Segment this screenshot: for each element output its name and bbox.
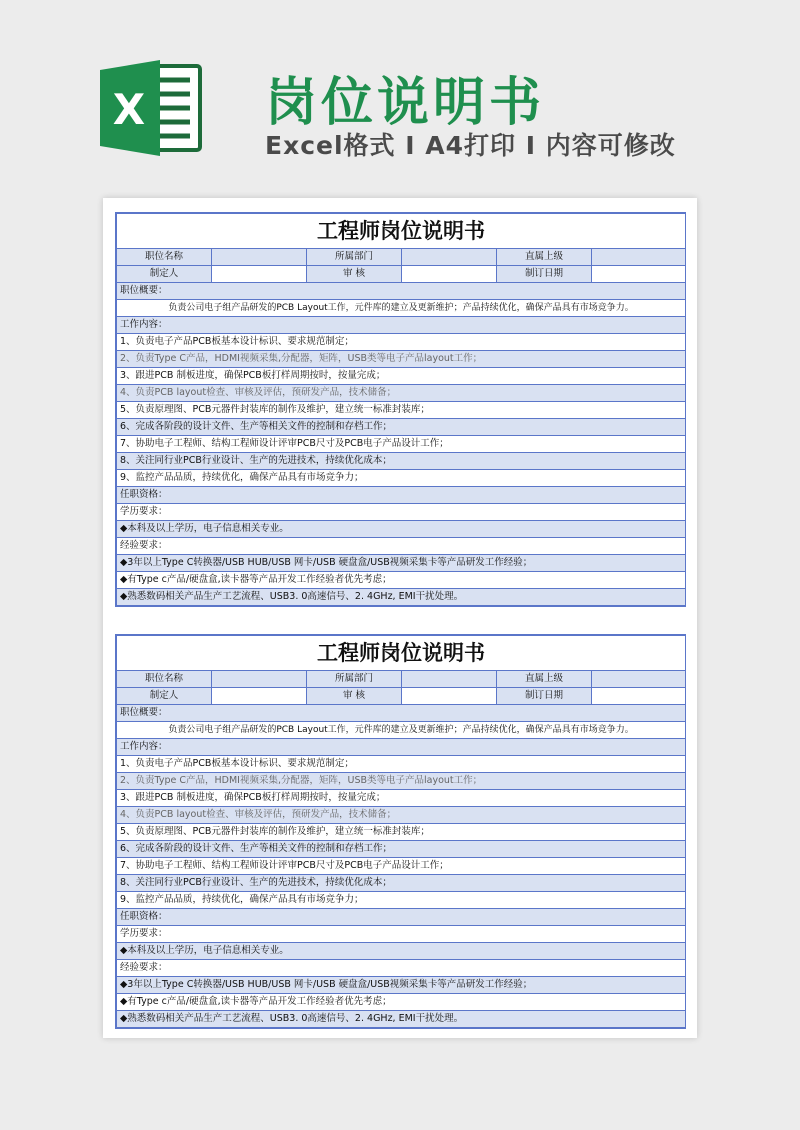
experience-label: 经验要求： [117,960,686,977]
education-item: ◆本科及以上学历，电子信息相关专业。 [117,521,686,538]
work-item: 5、负责原理图、PCB元器件封装库的制作及维护，建立统一标准封装库； [117,824,686,841]
education-item: ◆本科及以上学历，电子信息相关专业。 [117,943,686,960]
work-item: 5、负责原理图、PCB元器件封装库的制作及维护，建立统一标准封装库； [117,402,686,419]
excel-icon [98,58,204,158]
experience-item: ◆熟悉数码相关产品生产工艺流程、USB3. 0高速信号、2. 4GHz, EMI干扰处理。 [117,589,686,606]
work-item: 1、负责电子产品PCB板基本设计标识、要求规范制定； [117,756,686,773]
work-item: 2、负责Type C产品，HDMI视频采集,分配器，矩阵，USB类等电子产品layout工作； [117,773,686,790]
overview-text: 负责公司电子组产品研发的PCB Layout工作，元件库的建立及更新维护；产品持续优化，确保产品具有市场竞争力。 [117,300,686,317]
label-position-name: 职位名称 [117,671,212,688]
sheet-title: 工程师岗位说明书 [117,214,686,249]
education-label: 学历要求： [117,926,686,943]
work-item: 4、负责PCB layout检查、审核及评估，预研发产品，技术储备； [117,385,686,402]
experience-item: ◆有Type c产品/硬盘盒,读卡器等产品开发工作经验者优先考虑； [117,572,686,589]
input-author[interactable] [212,688,307,705]
label-supervisor: 直属上级 [497,249,592,266]
input-date[interactable] [592,688,686,705]
label-date: 制订日期 [497,688,592,705]
input-reviewer[interactable] [402,688,497,705]
education-label: 学历要求： [117,504,686,521]
input-department[interactable] [402,671,497,688]
experience-item: ◆3年以上Type C转换器/USB HUB/USB 网卡/USB 硬盘盒/USB视频采集卡等产品研发工作经验； [117,555,686,572]
work-item: 8、关注同行业PCB行业设计、生产的先进技术，持续优化成本； [117,453,686,470]
input-supervisor[interactable] [592,671,686,688]
input-author[interactable] [212,266,307,283]
input-position-name[interactable] [212,671,307,688]
overview-text: 负责公司电子组产品研发的PCB Layout工作，元件库的建立及更新维护；产品持续优化，确保产品具有市场竞争力。 [117,722,686,739]
qualification-label: 任职资格： [117,487,686,504]
sheet-title: 工程师岗位说明书 [117,636,686,671]
work-item: 3、跟进PCB 制板进度，确保PCB板打样周期按时，按量完成； [117,368,686,385]
excel-logo-letter: X [112,85,146,134]
input-reviewer[interactable] [402,266,497,283]
work-item: 9、监控产品品质，持续优化，确保产品具有市场竞争力； [117,892,686,909]
label-position-name: 职位名称 [117,249,212,266]
overview-label: 职位概要： [117,283,686,300]
work-item: 7、协助电子工程师、结构工程师设计评审PCB尺寸及PCB电子产品设计工作； [117,858,686,875]
work-item: 7、协助电子工程师、结构工程师设计评审PCB尺寸及PCB电子产品设计工作； [117,436,686,453]
work-label: 工作内容： [117,317,686,334]
input-position-name[interactable] [212,249,307,266]
document-page [103,198,697,1038]
work-item: 8、关注同行业PCB行业设计、生产的先进技术，持续优化成本； [117,875,686,892]
job-description-sheet-2 [115,634,686,1029]
overview-label: 职位概要： [117,705,686,722]
banner [0,0,800,190]
work-item: 4、负责PCB layout检查、审核及评估，预研发产品，技术储备； [117,807,686,824]
experience-item: ◆3年以上Type C转换器/USB HUB/USB 网卡/USB 硬盘盒/USB视频采集卡等产品研发工作经验； [117,977,686,994]
input-date[interactable] [592,266,686,283]
input-supervisor[interactable] [592,249,686,266]
work-item: 6、完成各阶段的设计文件、生产等相关文件的控制和存档工作； [117,841,686,858]
label-author: 制定人 [117,688,212,705]
label-department: 所属部门 [307,671,402,688]
banner-title: 岗位说明书 [265,73,546,133]
label-department: 所属部门 [307,249,402,266]
label-supervisor: 直属上级 [497,671,592,688]
experience-item: ◆熟悉数码相关产品生产工艺流程、USB3. 0高速信号、2. 4GHz, EMI干扰处理。 [117,1011,686,1028]
work-item: 6、完成各阶段的设计文件、生产等相关文件的控制和存档工作； [117,419,686,436]
banner-subtitle: Excel格式 I A4打印 I 内容可修改 [265,131,676,160]
label-author: 制定人 [117,266,212,283]
experience-label: 经验要求： [117,538,686,555]
job-description-sheet-1 [115,212,686,607]
work-item: 1、负责电子产品PCB板基本设计标识、要求规范制定； [117,334,686,351]
work-label: 工作内容： [117,739,686,756]
input-department[interactable] [402,249,497,266]
qualification-label: 任职资格： [117,909,686,926]
work-item: 9、监控产品品质，持续优化，确保产品具有市场竞争力； [117,470,686,487]
label-reviewer: 审 核 [307,266,402,283]
label-date: 制订日期 [497,266,592,283]
work-item: 3、跟进PCB 制板进度，确保PCB板打样周期按时，按量完成； [117,790,686,807]
label-reviewer: 审 核 [307,688,402,705]
work-item: 2、负责Type C产品，HDMI视频采集,分配器，矩阵，USB类等电子产品layout工作； [117,351,686,368]
experience-item: ◆有Type c产品/硬盘盒,读卡器等产品开发工作经验者优先考虑； [117,994,686,1011]
